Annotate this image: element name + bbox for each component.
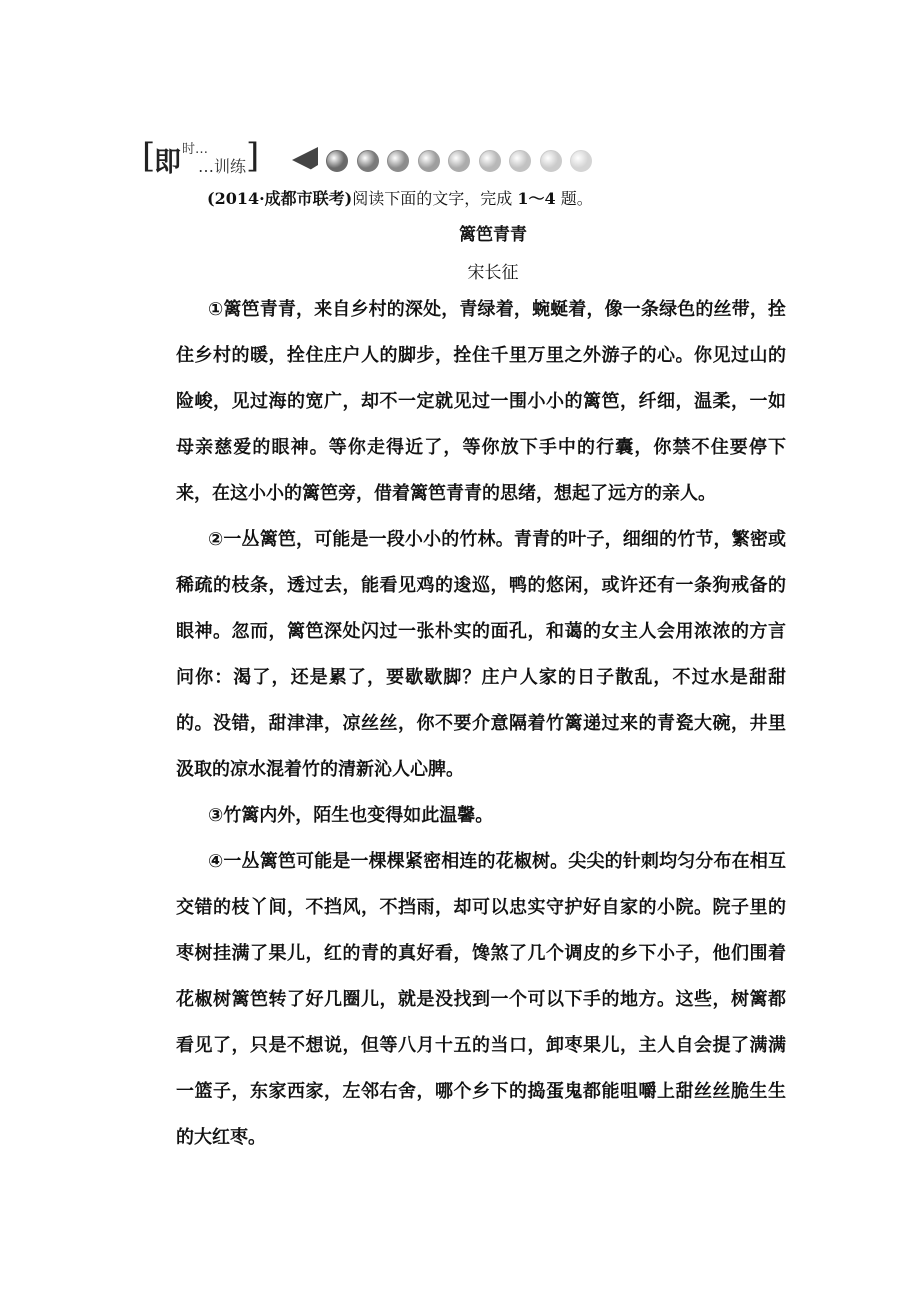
dot-icon <box>418 150 440 172</box>
exercise-suffix: 题。 <box>560 189 593 208</box>
badge-char-ji: 即 <box>154 147 181 178</box>
dot-icon <box>509 150 531 172</box>
question-range: 1～4 <box>517 189 556 208</box>
dot-icon <box>540 150 562 172</box>
article-author: 宋长征 <box>467 263 519 283</box>
dot-icon <box>448 150 470 172</box>
dot-icon <box>570 150 592 172</box>
exercise-intro <box>207 186 593 209</box>
paragraph-3: ③竹篱内外，陌生也变得如此温馨。 <box>208 805 494 826</box>
section-header <box>142 138 622 182</box>
article-title: 篱笆青青 <box>459 225 527 245</box>
paragraph-4: ④一丛篱笆可能是一棵棵紧密相连的花椒树。尖尖的针刺均匀分布在相互交错的枝丫间，不挡风，不挡雨，却可以忠实守护好自家的小院。院子里的枣树挂满了果儿，红的青的真好看，馋煞了几个调皮的乡下小子，他们围着花椒树篱笆转了好几圈儿，就是没找到一个可以下手的地方。这些，树篱都看见了，只是不想说，但等八月十五的当口，卸枣果儿，主人自会提了满满一篮子，东家西家，左邻右舍，哪个乡下的捣蛋鬼都能咀嚼上甜丝丝脆生生的大红枣。 <box>176 851 786 1148</box>
paragraph-1: ①篱笆青青，来自乡村的深处，青绿着，蜿蜒着，像一条绿色的丝带，拴住乡村的暖，拴住庄户人的脚步，拴住千里万里之外游子的心。你见过山的险峻，见过海的宽广，却不一定就见过一围小小的篱笆，纤细，温柔，一如母亲慈爱的眼神。等你走得近了，等你放下手中的行囊，你禁不住要停下来，在这小小的篱笆旁，借着篱笆青青的思绪，想起了远方的亲人。 <box>176 299 786 504</box>
badge-chars-xunlian: …训练 <box>198 157 247 176</box>
paragraph-2: ②一丛篱笆，可能是一段小小的竹林。青青的叶子，细细的竹节，繁密或稀疏的枝条，透过去，能看见鸡的逡巡，鸭的悠闲，或许还有一条狗戒备的眼神。忽而，篱笆深处闪过一张朴实的面孔，和蔼的女主人会用浓浓的方言问你：渴了，还是累了，要歇歇脚？庄户人家的日子散乱，不过水是甜甜的。没错，甜津津，凉丝丝，你不要介意隔着竹篱递过来的青瓷大碗，井里汲取的凉水混着竹的清新沁人心脾。 <box>176 529 786 780</box>
badge-char-shi: 时… <box>182 142 209 157</box>
dot-icon <box>326 150 348 172</box>
bracket-left: [ <box>142 136 156 176</box>
exercise-source: (2014·成都市联考) <box>207 189 353 208</box>
dot-icon <box>479 150 501 172</box>
dot-icon <box>357 150 379 172</box>
bracket-right: ] <box>246 136 260 176</box>
exercise-instruction: 阅读下面的文字，完成 <box>352 189 513 208</box>
arrow-left-icon <box>292 147 318 173</box>
dot-icon <box>387 150 409 172</box>
